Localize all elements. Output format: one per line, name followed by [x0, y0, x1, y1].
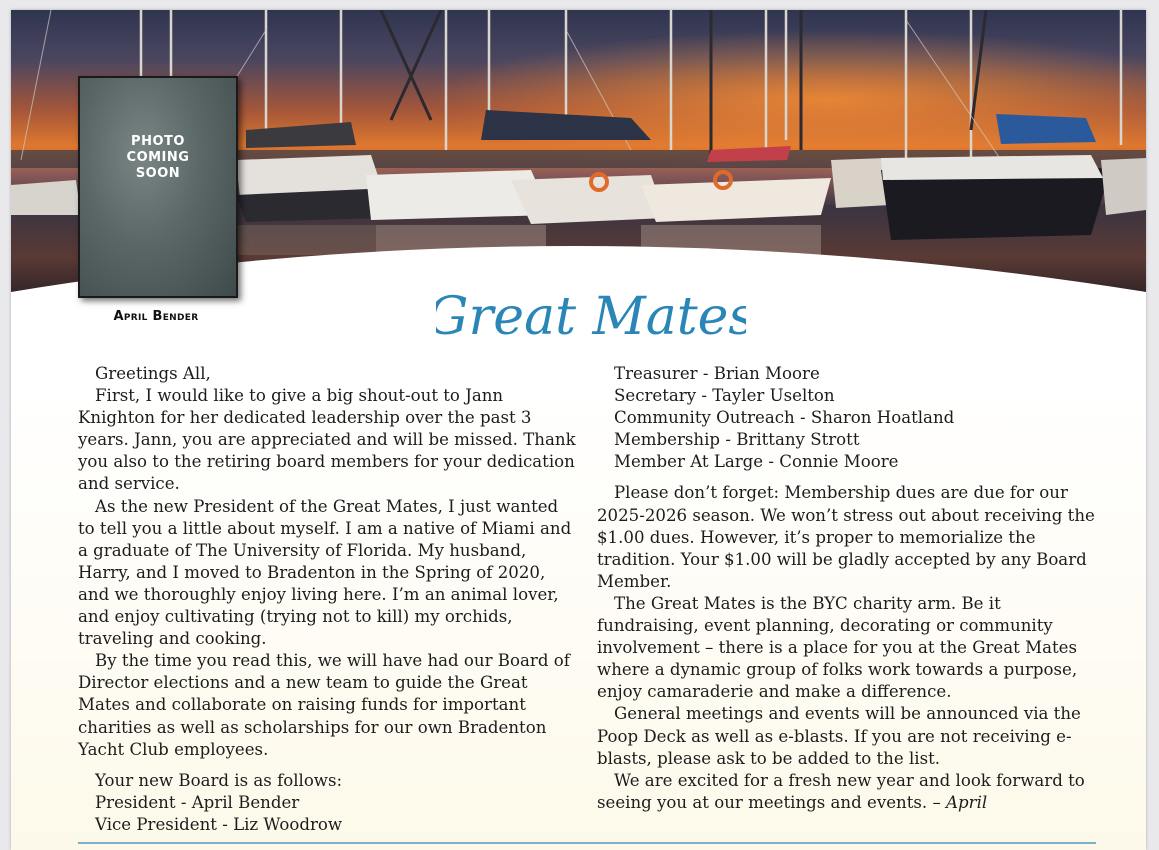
board-member: Community Outreach - Sharon Hoatland: [614, 408, 955, 428]
article-left-column: [78, 363, 578, 836]
body-paragraph: As the new President of the Great Mates, I just wanted to tell you a little about myself. I am a native of Miami and a graduate of The University of Florida. My husband, Harry, and I moved to Bradenton in the Spring of 2020, and we thoroughly enjoy living here. I’m an animal lover, and enjoy cultivating (trying not to kill) my orchids, traveling and cooking.: [78, 496, 572, 649]
body-paragraph: First, I would like to give a big shout-out to Jann Knighton for her dedicated leadership over the past 3 years. Jann, you are appreciated and will be missed. Thank you also to the retiring board members for your dedication and service.: [78, 386, 576, 494]
article-right-column: [597, 363, 1105, 814]
body-paragraph: The Great Mates is the BYC charity arm. Be it fundraising, event planning, decorating or community involvement – there is a place for you at the Great Mates where a dynamic group of folks work towards a purpose, enjoy camaraderie and make a difference.: [597, 593, 1078, 702]
closing-text: We are excited for a fresh new year and look forward to seeing you at our meetings and events. –: [597, 770, 1085, 812]
section-title: [436, 278, 746, 358]
board-member: Treasurer - Brian Moore: [614, 364, 820, 383]
board-intro: Your new Board is as follows:: [95, 770, 343, 790]
newsletter-page: [11, 10, 1146, 850]
board-member: Member At Large - Connie Moore: [614, 452, 899, 472]
signature: April: [946, 792, 988, 812]
section-title-text: Great Mates: [436, 287, 746, 347]
photo-caption: April Bender: [113, 309, 199, 324]
greeting-paragraph: Greetings All,: [95, 364, 211, 383]
board-list-continued: [597, 363, 1105, 473]
photo-coming-soon-text: PHOTO COMING SOON: [126, 134, 190, 181]
body-paragraph: Please don’t forget: Membership dues are due for our 2025-2026 season. We won’t stress out about receiving the $1.00 dues. However, it’s proper to memorialize the tradition. Your $1.00 will be gladly accepted by any Board Member.: [597, 483, 1095, 591]
body-paragraph: By the time you read this, we will have had our Board of Director elections and a new team to guide the Great Mates and collaborate on raising funds for important charities as well as scholarships for our own Bradenton Yacht Club employees.: [78, 651, 570, 759]
board-member: President - April Bender: [95, 792, 300, 812]
portrait-placeholder: [78, 76, 238, 298]
board-member: Secretary - Tayler Uselton: [614, 386, 835, 406]
board-member: Vice President - Liz Woodrow: [95, 814, 343, 834]
body-paragraph: General meetings and events will be announced via the Poop Deck as well as e-blasts. If you are not receiving e-blasts, please ask to be added to the list.: [597, 704, 1081, 768]
bottom-divider: [78, 842, 1096, 844]
board-member: Membership - Brittany Strott: [614, 430, 860, 450]
closing-paragraph: [597, 770, 1105, 814]
board-list-start: [78, 792, 578, 836]
